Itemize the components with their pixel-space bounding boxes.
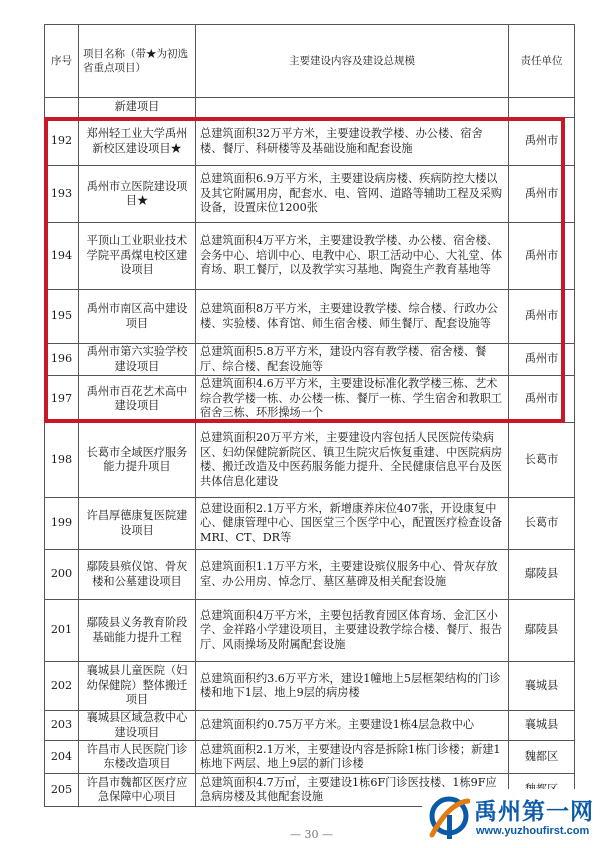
watermark-title: 禹州第一网 xyxy=(474,798,594,824)
section-title: 新建项目 xyxy=(79,98,196,118)
row-no: 203 xyxy=(45,711,79,741)
row-no: 195 xyxy=(45,290,79,344)
table-header-row xyxy=(45,25,575,98)
header-content: 主要建设内容及建设总规模 xyxy=(196,25,509,98)
row-content: 总建设面积2.1万平方米，新增康养床位407张，开设康复中心、健康管理中心、国医堂三个医学中心，配置医疗检查设备MRI、CT、DR等 xyxy=(196,498,509,550)
project-table xyxy=(44,24,575,807)
row-content: 总建筑面积8万平方米，主要建设教学楼、综合楼、行政办公楼、实验楼、体育馆、师生宿舍楼、师生餐厅、配套设施等 xyxy=(196,290,509,344)
row-unit: 禹州市 xyxy=(509,166,575,223)
row-content: 总建筑面积2.1万米，主要建设内容是拆除1栋门诊楼；新建1栋地下两层、地上9层的新门诊楼 xyxy=(196,741,509,774)
row-unit: 长葛市 xyxy=(509,423,575,498)
row-unit: 禹州市 xyxy=(509,223,575,290)
table-row xyxy=(45,423,575,498)
row-content: 总建筑面积5.8万平方米，建设内容有教学楼、宿舍楼、餐厅、综合楼、配套设施等 xyxy=(196,344,509,376)
row-unit: 魏都区 xyxy=(509,741,575,774)
row-name: 禹州市百花艺术高中建设项目 xyxy=(79,376,196,423)
row-content: 总建筑面积6.9万平方米，主要建设病房楼、疾病防控大楼以及其它附属用房，配套水、电、管网、道路等辅助工程及采购设备，设置床位1200张 xyxy=(196,166,509,223)
page-number: — 30 — xyxy=(290,828,333,841)
table-row xyxy=(45,600,575,662)
row-no: 205 xyxy=(45,774,79,807)
section-row xyxy=(45,98,575,118)
table-row xyxy=(45,711,575,741)
row-name: 许昌市人民医院门诊东楼改造项目 xyxy=(79,741,196,774)
row-content: 总建筑面积32万平方米，主要建设教学楼、办公楼、宿舍楼、餐厅、科研楼等及基础设施和配套设施 xyxy=(196,118,509,166)
row-unit: 长葛市 xyxy=(509,498,575,550)
row-no: 194 xyxy=(45,223,79,290)
row-unit: 禹州市 xyxy=(509,290,575,344)
row-unit: 禹州市 xyxy=(509,344,575,376)
row-no: 201 xyxy=(45,600,79,662)
row-name: 襄城县儿童医院（妇幼保健院）整体搬迁项目 xyxy=(79,662,196,711)
row-name: 长葛市全域医疗服务能力提升项目 xyxy=(79,423,196,498)
watermark xyxy=(422,789,600,848)
row-no: 192 xyxy=(45,118,79,166)
table-row xyxy=(45,741,575,774)
row-unit: 禹州市 xyxy=(509,118,575,166)
table-row xyxy=(45,223,575,290)
row-name: 襄城县区域急救中心建设项目 xyxy=(79,711,196,741)
row-content: 总建筑面积20万平方米，主要建设内容包括人民医院传染病区、妇幼保健院新院区、镇卫生院灾后恢复重建、中医院病房楼、搬迁改造及中医药服务能力提升、全民健康信息平台及医共体信息化建设 xyxy=(196,423,509,498)
table-row xyxy=(45,550,575,600)
row-content: 总建筑面积4万平方米，主要包括教育园区体育场、金汇区小学、金祥路小学建设项目，主要建设教学综合楼、餐厅、报告厅、风雨操场及附属配套设施 xyxy=(196,600,509,662)
row-no: 202 xyxy=(45,662,79,711)
row-no: 198 xyxy=(45,423,79,498)
row-no: 197 xyxy=(45,376,79,423)
row-name: 郑州轻工业大学禹州新校区建设项目★ xyxy=(79,118,196,166)
row-no: 204 xyxy=(45,741,79,774)
row-no: 196 xyxy=(45,344,79,376)
row-unit: 鄢陵县 xyxy=(509,600,575,662)
row-name: 禹州市立医院建设项目★ xyxy=(79,166,196,223)
row-unit: 鄢陵县 xyxy=(509,550,575,600)
table-row xyxy=(45,118,575,166)
row-unit: 禹州市 xyxy=(509,376,575,423)
row-unit: 襄城县 xyxy=(509,711,575,741)
row-no: 193 xyxy=(45,166,79,223)
row-content: 总建筑面积约0.75万平方米。主要建设1栋4层急救中心 xyxy=(196,711,509,741)
header-unit: 责任单位 xyxy=(509,25,575,98)
brand-logo-icon xyxy=(428,795,470,841)
row-no: 200 xyxy=(45,550,79,600)
header-no: 序号 xyxy=(45,25,79,98)
header-name: 项目名称（带★为初选省重点项目） xyxy=(79,25,196,98)
row-name: 平顶山工业职业技术学院平禹煤电校区建设项目 xyxy=(79,223,196,290)
row-name: 许昌厚德康复医院建设项目 xyxy=(79,498,196,550)
row-name: 禹州市南区高中建设项目 xyxy=(79,290,196,344)
table-row xyxy=(45,662,575,711)
table-row xyxy=(45,290,575,344)
row-name: 鄢陵县殡仪馆、骨灰楼和公墓建设项目 xyxy=(79,550,196,600)
table-row xyxy=(45,344,575,376)
row-no: 199 xyxy=(45,498,79,550)
table-row xyxy=(45,376,575,423)
row-unit: 襄城县 xyxy=(509,662,575,711)
row-name: 许昌市魏都区医疗应急保障中心项目 xyxy=(79,774,196,807)
row-content: 总建筑面积4.6万平方米，主要建设标准化教学楼三栋、艺术综合教学楼一栋、办公楼一栋、餐厅一栋、学生宿舍和教职工宿舍三栋、环形操场一个 xyxy=(196,376,509,423)
row-name: 鄢陵县义务教育阶段基础能力提升工程 xyxy=(79,600,196,662)
table-row xyxy=(45,166,575,223)
watermark-url: www.yuzhoufirst.com xyxy=(476,825,590,837)
row-content: 总建筑面积1.1万平方米，主要建设殡仪服务中心、骨灰存放室、办公用房、悼念厅、墓区墓碑及相关配套设施 xyxy=(196,550,509,600)
row-content: 总建筑面积4万平方米，主要建设教学楼、办公楼、宿舍楼、会务中心、培训中心、电教中心、职工活动中心、大礼堂、体育场、职工餐厅，以及教学实习基地、陶瓷生产教育基地等 xyxy=(196,223,509,290)
row-content: 总建筑面积约3.6万平方米，建设1幢地上5层框架结构的门诊楼和地下1层、地上9层的病房楼 xyxy=(196,662,509,711)
row-name: 禹州市第六实验学校建设项目 xyxy=(79,344,196,376)
table-row xyxy=(45,498,575,550)
row-content: 总建筑面积4.7万㎡，主要建设1栋6F门诊医技楼、1栋9F应急病房楼及其他配套设施 xyxy=(196,774,509,807)
